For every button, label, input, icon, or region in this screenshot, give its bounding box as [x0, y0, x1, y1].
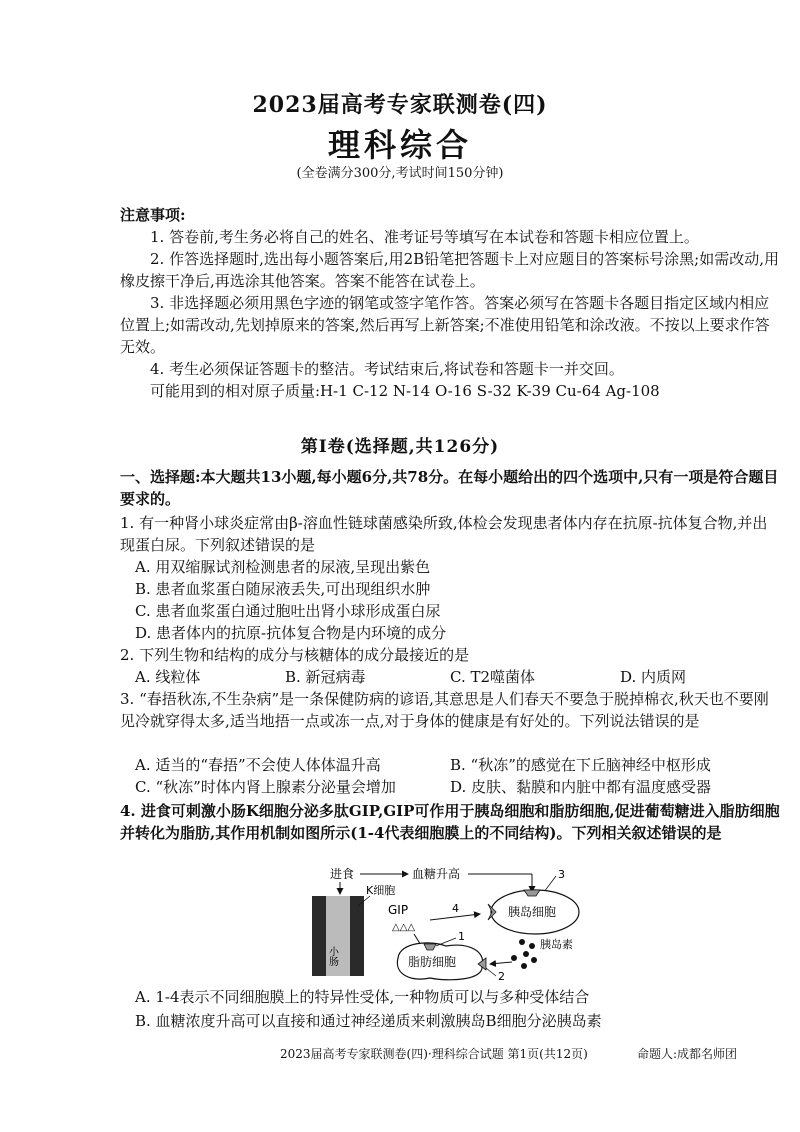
- notice-item-1: 1. 答卷前,考生务必将自己的姓名、准考证号等填写在本试卷和答题卡相应位置上。: [150, 228, 699, 246]
- label-k-cell: K细胞: [366, 884, 396, 897]
- q2-stem: 2. 下列生物和结构的成分与核糖体的成分最接近的是: [120, 646, 470, 664]
- section-instruction: 一、选择题:本大题共13小题,每小题6分,共78分。在每小题给出的四个选项中,只有一项是符合题目要求的。: [120, 468, 779, 508]
- section-title: 第Ⅰ卷(选择题,共126分): [300, 437, 500, 457]
- q3-option-c: C. “秋冻”时体内肾上腺素分泌量会增加: [135, 778, 396, 796]
- notice-heading: 注意事项:: [120, 206, 186, 224]
- q3-option-a: A. 适当的“春捂”不会使人体体温升高: [135, 756, 381, 774]
- q2-option-d: D. 内质网: [620, 668, 687, 686]
- q1-option-d: D. 患者体内的抗原-抗体复合物是内环境的成分: [135, 624, 447, 642]
- q1-option-c: C. 患者血浆蛋白通过胞吐出肾小球形成蛋白尿: [135, 602, 441, 620]
- label-4: 4: [452, 902, 459, 915]
- q4-option-a: A. 1-4表示不同细胞膜上的特异性受体,一种物质可以与多种受体结合: [135, 988, 590, 1006]
- q1-option-a: A. 用双缩脲试剂检测患者的尿液,呈现出紫色: [135, 558, 431, 576]
- exam-subject: 理科综合: [327, 126, 472, 164]
- insulin-dots-icon: [511, 939, 537, 969]
- label-islet-cell: 胰岛细胞: [508, 905, 557, 919]
- notice-item-3: 3. 非选择题必须用黑色字迹的钢笔或签字笔作答。答案必须写在答题卡各题目指定区域内相应位置上;如需改动,先划掉原来的答案,然后再写上新答案;不准使用铅笔和涂改液。不按以上要求作答无效。: [120, 294, 770, 356]
- q3-option-b: B. “秋冻”的感觉在下丘脑神经中枢形成: [450, 756, 711, 774]
- gip-mechanism-diagram: [300, 862, 590, 984]
- exam-title: 2023届高考专家联测卷(四): [252, 92, 548, 118]
- q2-option-b: B. 新冠病毒: [285, 668, 366, 686]
- label-2: 2: [498, 970, 505, 983]
- label-3: 3: [558, 868, 565, 881]
- q2-option-a: A. 线粒体: [135, 668, 201, 686]
- page-footer: 2023届高考专家联测卷(四)·理科综合试题 第1页(共12页): [280, 1047, 588, 1061]
- label-fat-cell: 脂肪细胞: [408, 955, 457, 969]
- pointer-3: [544, 876, 556, 892]
- label-eat: 进食: [330, 867, 355, 881]
- arrow-insulin-to-fat: [490, 962, 512, 964]
- q1-stem: 1. 有一种肾小球炎症常由β-溶血性链球菌感染所致,体检会发现患者体内存在抗原-抗体复合物,并出现蛋白尿。下列叙述错误的是: [120, 514, 768, 554]
- gip-molecules-icon: △△△: [392, 922, 416, 933]
- notice-item-4: 4. 考生必须保证答题卡的整洁。考试结束后,将试卷和答题卡一并交回。: [150, 360, 624, 378]
- notice-item-2: 2. 作答选择题时,选出每小题答案后,用2B铅笔把答题卡上对应题目的答案标号涂黑;如需改动,用橡皮擦干净后,再选涂其他答案。答案不能答在试卷上。: [120, 250, 780, 290]
- label-insulin: 胰岛素: [540, 938, 573, 951]
- label-blood-sugar: 血糖升高: [412, 867, 461, 881]
- label-1: 1: [458, 930, 465, 943]
- pointer-2: [486, 968, 496, 976]
- q4-stem: 4. 进食可刺激小肠K细胞分泌多肽GIP,GIP可作用于胰岛细胞和脂肪细胞,促进葡萄糖进入脂肪细胞并转化为脂肪,其作用机制如图所示(1-4代表细胞膜上的不同结构)。下列相关叙述错误的是: [120, 802, 780, 842]
- q3-stem: 3. “春捂秋冻,不生杂病”是一条保健防病的谚语,其意思是人们春天不要急于脱掉棉衣,秋天也不要刚见冷就穿得太多,适当地捂一点或冻一点,对于身体的健康是有好处的。下列说法错误的是: [120, 690, 769, 730]
- q2-option-c: C. T2噬菌体: [450, 668, 536, 686]
- author-credit: 命题人:成都名师团: [637, 1047, 738, 1061]
- q3-option-d: D. 皮肤、黏膜和内脏中都有温度感受器: [450, 778, 712, 796]
- exam-subtitle: (全卷满分300分,考试时间150分钟): [296, 166, 504, 181]
- label-gip: GIP: [388, 903, 409, 917]
- label-intestine: 小肠: [326, 946, 338, 966]
- q4-option-b: B. 血糖浓度升高可以直接和通过神经递质来刺激胰岛B细胞分泌胰岛素: [135, 1012, 602, 1030]
- q1-option-b: B. 患者血浆蛋白随尿液丢失,可出现组织水肿: [135, 580, 431, 598]
- atomic-mass-line: 可能用到的相对原子质量:H-1 C-12 N-14 O-16 S-32 K-39 Cu-64 Ag-108: [150, 382, 660, 400]
